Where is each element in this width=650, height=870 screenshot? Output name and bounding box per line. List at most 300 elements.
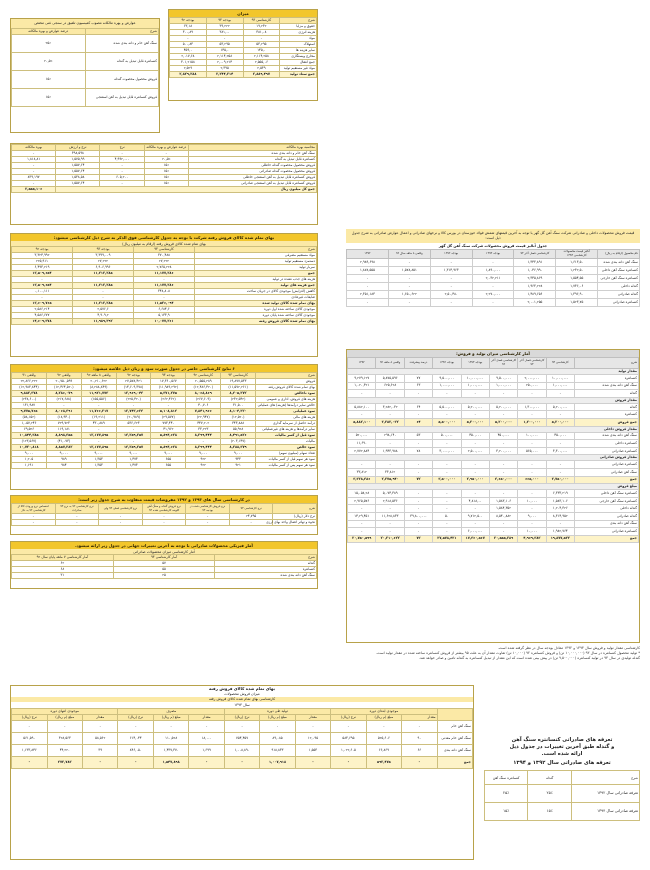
table-row (348, 535, 639, 543)
table-row (347, 290, 640, 298)
table-cell: ۵,۱۰۸,۸۱۳ (151, 409, 186, 415)
royalty-rate-table (11, 28, 159, 107)
table-cell: ۹۲۲ (186, 463, 221, 469)
row-label: سایر هزینه ها (280, 48, 317, 54)
table-cell: - (433, 528, 461, 536)
table-cell: ۲۷,۵۷۸,۴۲۱ (116, 379, 151, 385)
table-cell: ۹,۰۰۰ (116, 451, 151, 457)
cost-summary-title: میزان (169, 10, 317, 17)
row-label: جمع فروش (574, 418, 638, 426)
table-cell: - (170, 36, 207, 42)
table-cell: (۱۹,۲۱۱) (81, 415, 116, 421)
table-cell: ۱,۹۸۲,۷۶۴ (546, 528, 574, 536)
row-label: تعرفه صادراتی سال ۱۳۹۲ (571, 785, 639, 803)
table-cell: - (546, 468, 574, 476)
table-cell: ۹,۲۷۹,۱۲۷ (348, 375, 376, 383)
table-cell: ۱۱,۶۹۰ (348, 440, 376, 448)
table-cell: ۲,۵۸۶,۲۱۴ (12, 307, 73, 313)
table-cell: - (433, 461, 461, 469)
table-cell: - (546, 520, 574, 528)
table-cell: ۲,۰۳۲,۲۱۱ (472, 274, 514, 282)
table-cell: (۲۰۳,۱۴۷) (221, 439, 256, 445)
table-cell: - (433, 505, 461, 513)
table-cell: - (144, 151, 188, 157)
table-cell: ۷۲ (404, 476, 432, 484)
table-cell: ۱۱,۹۲۱,۷۷۳ (81, 391, 116, 397)
table-cell: ۲,۳۴۵,۸۶۹ (514, 274, 556, 282)
table-cell: ۵,۳۷۱,۲۷۵ (151, 391, 186, 397)
table-cell: ۱,۰۴۶,۹۹۰ (514, 266, 556, 274)
row-label: سود ناخالص (256, 391, 317, 397)
table-cell: - (388, 298, 430, 306)
column-header: مبلغ (م ریال) (366, 714, 401, 720)
column-header: بودجه ۹۲ (116, 373, 151, 379)
table-cell: - (489, 440, 517, 448)
column-header: نرخ (ریال) (331, 714, 366, 720)
table-cell: - (546, 390, 574, 398)
table-cell: ۸۹,۰۸۵ (260, 732, 295, 744)
table-row (12, 71, 159, 89)
column-header: نام محصول (ارقام به ریال) (598, 249, 640, 258)
table-cell: ۱۰,۰۰۰,۰۰۰ (546, 375, 574, 383)
table-cell: ۱,۱۳۳,۸۴۶ (12, 744, 48, 756)
table-cell: ۲,۹۵۰,۰۰۰ (461, 476, 489, 484)
column-header: کارشناسی فصل آخر ۹۳ (518, 358, 546, 369)
sales-note-2: * تولید محصول کنسانتره در سال ۹۳ (۱۰,۰۰۰,۰۰۰ تن) و فروش کنسانتره ۹۲ (۱۰,۰۰۰ تن) تفاوت مقدار آن به علت ۹۵ بیشتر از فروش کنسانتره ساخته شده در مقدار تولید است. (375, 651, 640, 655)
table-cell: ۱,۵۴۷,۸۹۸ (153, 756, 188, 768)
table-cell: ۳,۲۸۲,۰۳۲ (376, 403, 404, 411)
sales-note-3: گندله تولیدی در سال ۹۳ در تولید کنسانتره (۹,۵۰۰,۰۰۰ تن) در پیش بینی شده است که این مقدار از تبدیل کنسانتره به گندله تامین و صادر خواهد شد. (418, 656, 640, 660)
table-cell: ۷۲۹,۷۲۳ (46, 421, 81, 427)
table-cell: ۱۴۵,۰ (206, 48, 243, 54)
row-label: کنسانتره سنگ آهن داخلی (574, 490, 638, 498)
column-header: نرخ و ارزش (56, 145, 100, 151)
row-label: سربار تولید (195, 265, 317, 271)
row-label: مواد غیر مستقیم تولید (280, 66, 317, 72)
table-cell: ۵,۸۸۲,۱۰۰ (348, 403, 376, 411)
row-label: سنگ آهن دانه بندی شده (574, 432, 638, 440)
row-label: سود هر سهم پس از کسر مالیات (256, 463, 317, 469)
row-label: کنسانتره سنگ آهن خارجی (574, 497, 638, 505)
table-cell: ۵۲۰,۰۰۰ (348, 432, 376, 440)
table-cell: - (404, 528, 432, 536)
table-cell: - (295, 756, 330, 768)
table-cell: - (348, 528, 376, 536)
cogs-panel (10, 233, 318, 357)
table-cell: ۱,۳۱۴,۹۶۳ (430, 266, 472, 274)
table-cell: ۱,۰۰۰,۰۰۰ (489, 382, 517, 390)
royalty-calc-panel (10, 143, 318, 225)
table-cell: - (224, 756, 259, 768)
table-cell: ۵,۲۰۰,۰۰۰ (546, 418, 574, 426)
column-header: نرخ (ریال) (224, 714, 259, 720)
table-cell: - (388, 274, 430, 282)
table-cell: ۲,۱۱۴,۲۵۸ (243, 54, 280, 60)
column-header: مبلغ (م ریال) (260, 714, 295, 720)
column-header: کارشناسی ۹۳ (546, 358, 574, 369)
table-cell: - (376, 440, 404, 448)
column-header: محاسبه بهره مالکانه (188, 145, 316, 151)
table-cell: ۳۹ (83, 744, 118, 756)
row-label: مواد (280, 36, 317, 42)
column-header: نرخ کارشناسی ۹۲ به نرخ ۹۳ صادرات (55, 504, 99, 514)
table-cell: ۴۳۰,۸۸۹ (81, 421, 116, 427)
table-cell: ۲۰,۵۵۵,۲۸۹ (186, 379, 221, 385)
table-cell: ۱,۳۵۳ (81, 463, 116, 469)
row-label: سنگ آهن دانه بندی شده (574, 382, 638, 390)
table-cell: - (433, 440, 461, 448)
table-cell: - (12, 295, 73, 301)
table-cell: - (142, 520, 186, 526)
total-label: جمع کل میلیون ریال (56, 187, 317, 193)
pnl-table (11, 372, 317, 469)
cogs-detail-title: بهای تمام شده کالای فروش رفته (11, 686, 473, 691)
table-cell: ۴۵۰,۰۰۰ (489, 432, 517, 440)
table-cell: (۱۲,۵۲۰) (221, 415, 256, 421)
table-cell: ۱,۳۰۰,۰۰۰ (518, 418, 546, 426)
table-cell: ۱۹,۲۳۲ (243, 24, 280, 30)
table-cell: ۵,۸۹۴,۶۳۸ (151, 433, 186, 439)
table-cell: ۸,۰۶۸,۸۶۹ (186, 391, 221, 397)
table-row (348, 390, 639, 398)
table-cell: ۱۰,۰۷۷,۲۶۱ (134, 319, 195, 325)
table-cell: - (151, 439, 186, 445)
table-cell: ۵۸,۵۶۲ (83, 732, 118, 744)
table-cell: ۸۴۶,۰۵۰ (118, 744, 153, 756)
table-cell: ۳۳,۸۱۲ (348, 468, 376, 476)
column-header: مقدار (83, 714, 118, 720)
table-cell: - (461, 505, 489, 513)
row-label: کنسانتره (574, 411, 638, 419)
column-header: بودجه ۹۲ (12, 247, 73, 253)
column-header: آمار کارشناسی ۷ ماهه پایان سال ۹۲ (12, 555, 114, 561)
table-cell: ۷۳ (404, 535, 432, 543)
row-label: هزینه انرژی (280, 30, 317, 36)
table-cell: ۶۸ (12, 567, 114, 573)
table-cell: ۵۰۰,۰۰۰ (433, 432, 461, 440)
table-cell: - (433, 497, 461, 505)
table-cell: (۲۳۸,۶۰۰) (12, 397, 47, 403)
table-cell: (۲۱۷,۶۸۸) (46, 397, 81, 403)
table-cell: ۴,۵۸۶,۶۷۷ (12, 313, 73, 319)
table-cell: ۱۴,۶۰۹,۳۷۸ (12, 319, 73, 325)
cogs-detail-sub2: کارشناسی بهای تمام شده کالای فروش رفته (11, 697, 473, 702)
group-label: مقدار تولید (348, 369, 639, 375)
table-cell: ۳,۲۸۲,۰۳۲ (376, 418, 404, 426)
table-cell: ۱۱۰,۵۲۸ (153, 732, 188, 744)
table-cell: ۱۴۵,۰ (243, 48, 280, 54)
table-cell: - (489, 528, 517, 536)
row-label: سایر درآمدها و هزینه های غیرعملیاتی (256, 427, 317, 433)
table-cell: ۲,۳۵۱,۱۸۳ (347, 290, 389, 298)
table-cell: ۸,۴۹۱,۵۲۶ (221, 433, 256, 439)
table-cell: ۱۳,۶۰۹,۷۶۵ (12, 301, 73, 307)
table-cell: - (134, 277, 195, 283)
column-header: نرخ کارشناسی ۹۳ (229, 504, 273, 514)
column-header: کارشناسی ۹۳ (134, 247, 195, 253)
row-label: خالص سایر درآمدها (هزینه) های عملیاتی (256, 403, 317, 409)
row-label: گندله صادراتی (598, 290, 640, 298)
table-cell: ۲,۵۵۵,۰۶ (243, 60, 280, 66)
table-cell: ۲,۲۷۵,۹۴۰ (376, 476, 404, 484)
table-row (348, 447, 639, 455)
table-cell: ۳,۷۵۰,۰۰۰ (546, 476, 574, 484)
table-cell: ۱۱,۱۷۷,۲۸۶ (134, 283, 195, 289)
table-cell: ۱,۸۱۸,۸۱ (12, 157, 56, 163)
table-cell: - (489, 411, 517, 419)
table-cell: ۲۰٫۵٪ (12, 53, 86, 71)
table-cell: ۱۲,۰۹۵ (295, 732, 330, 744)
row-label: بهای تمام شده کالای فروش رفته (195, 319, 317, 325)
column-header (437, 708, 472, 720)
royalty-heading: عوارض و بهره مالکانه مصوب کمیسیون تلفیق در سنجی غنی مختص (11, 19, 159, 28)
table-cell: - (116, 439, 151, 445)
tariff-table (484, 770, 640, 821)
tariff-panel (484, 737, 640, 860)
table-cell: ۱۵,۰۵۸,۲۸ (348, 490, 376, 498)
table-cell: ۳,۳۹۹,۰۰۹ (73, 253, 134, 259)
table-cell: ۱,۷۳۶,۰۶ (556, 282, 598, 290)
table-cell: - (153, 720, 188, 732)
row-label: جمع ستاد تولید (280, 72, 317, 78)
table-cell: ۵,۲۰۰,۰۰۰ (546, 403, 574, 411)
table-cell: ۲,۰۱۷,۶۸ (170, 54, 207, 60)
table-cell: - (518, 440, 546, 448)
column-header: کارشناسی فصل آخر ۹۳ (514, 249, 556, 258)
table-row (348, 461, 639, 469)
row-label: کنسانتره قابل تبدیل به گندله (188, 157, 316, 163)
cogs-detail-subtitle: میزان فروش محصولات (11, 691, 473, 696)
table-cell: - (12, 520, 56, 526)
table-cell: ۳۹۸,۵۹۸ (56, 151, 100, 157)
table-cell: ۵۵,۹۲۸ (221, 427, 256, 433)
price-compare-title: در کارشناسی سال های ۱۳۹۳ و ۱۳۹۲ مفروضات قیمت متفاوت به شرح جدول زیر است: (11, 496, 317, 503)
table-cell: (۲۳۲,۵۴۲) (221, 397, 256, 403)
group-header: موجودی انتهای دوره (12, 708, 118, 714)
table-cell: ۱۲,۱۷۷,۸۹۵ (81, 445, 116, 451)
table-cell: ۱۰۰,۰۰۰ (518, 432, 546, 440)
row-label: فروش محصول محصوت گندله خاطلی (188, 163, 316, 169)
column-header: بودجه ۱۳۹۳ (472, 249, 514, 258)
group-label: مبلغ فروش (348, 484, 639, 490)
table-cell: (۲۲,۹۴۷) (186, 415, 221, 421)
table-cell: - (518, 490, 546, 498)
table-cell: ۱۵٪ (144, 169, 188, 175)
table-cell: - (100, 169, 144, 175)
pnl-panel (10, 364, 318, 490)
table-cell: ۷۸ (404, 447, 432, 455)
table-cell: ۲,۹۶۵,۵۷۶ (348, 497, 376, 505)
cogs-detail-table (11, 708, 473, 769)
table-cell: ۱۲,۱۷۷,۸۹۵ (81, 433, 116, 439)
table-cell: ۱۱۹,۱۸۱ (46, 427, 81, 433)
table-cell: - (83, 720, 118, 732)
table-cell: - (518, 411, 546, 419)
table-cell: ۵۶۱,۵۹۰ (12, 732, 48, 744)
table-cell: ۵,۲۰۰,۰۰۰ (489, 403, 517, 411)
table-row (485, 803, 640, 821)
table-cell: - (151, 403, 186, 409)
table-cell: - (461, 520, 489, 528)
row-label: بهای تمام شده کالای تولید شده (195, 301, 317, 307)
column-header: اختصاص نرخ ورودی کالا از کارشناسی ۹۲ به دلار (12, 504, 56, 514)
table-cell: ۱,۰۲۰,۳۲۱ (348, 382, 376, 390)
table-cell: - (189, 756, 224, 768)
row-label: هزینه های جذب نشده در تولید (195, 277, 317, 283)
table-cell: ۱,۵۲۳,۷۵ (556, 298, 598, 306)
column-header: واقعی ۸ ماهه ۹۲ (376, 358, 404, 369)
table-row (348, 403, 639, 411)
table-row (348, 418, 639, 426)
table-cell: (۱۲۳,۵۶۷) (12, 439, 47, 445)
table-cell: (۱۲,۹۸۳,۸۴۴) (12, 385, 47, 391)
table-cell: ۲,۰۰۹,۲۱۴ (206, 60, 243, 66)
table-cell: ۳۰۱,۲۱۵۸ (170, 60, 207, 66)
table-cell: ۲,۲۴۴,۲۱۴ (206, 72, 243, 78)
column-header: شرح (85, 29, 159, 35)
table-cell: ۳۱,۵۰۰ (221, 403, 256, 409)
table-cell: - (116, 403, 151, 409)
row-label: گندله صادراتی (574, 512, 638, 520)
tariff-title-3: ارائه شده است. (541, 751, 583, 757)
cost-summary-table (169, 17, 317, 78)
table-cell: ۲۷,۲۲۲ (73, 259, 134, 265)
table-cell: ۱۱,۵۲۶,۰۹۴ (134, 301, 195, 307)
table-cell: ۶۵۵ (151, 457, 186, 463)
column-header: شرح (280, 18, 317, 24)
table-cell: ۱,۲۰۴,۳۲۶ (546, 505, 574, 513)
table-cell: ۵,۵۰۰,۰۰۰ (433, 403, 461, 411)
table-row (348, 497, 639, 505)
table-cell: ۱,۸۷۸,۵۵۵ (347, 266, 389, 274)
table-row (12, 89, 159, 107)
table-cell: - (73, 277, 134, 283)
table-cell: ۹۸۹ (46, 457, 81, 463)
price-analysis-heading: قیمت فروش محصولات داخلی و صادراتی شرکت سنگ آهن گل گهر با توجه به آخرین قیمتهای شمش فولاد خوزستان در بورس کالا و نرخهای صادراتی و اعمال عوارض صادراتی به شرح جدول ذیل است: (346, 229, 640, 243)
row-label: سنگ آهن دانه بندی (574, 520, 638, 528)
row-label: کنسانتره داخلی (574, 440, 638, 448)
column-header: شرح (571, 771, 639, 785)
table-cell: ۲۵٪ (12, 35, 86, 53)
column-header: نرخ کارشناسی فعلی ۹۳ ولی (99, 504, 143, 514)
table-cell: - (388, 282, 430, 290)
table-cell: - (461, 440, 489, 448)
table-cell: ۲۰٫۵٪ (144, 157, 188, 163)
row-label: ضایعات غیرعادی (195, 295, 317, 301)
table-cell: ۳,۳۲۴,۹۹۲ (12, 253, 73, 259)
table-cell: - (433, 390, 461, 398)
table-row (348, 382, 639, 390)
table-cell: ۸۳۹,۱۹۷ (12, 175, 56, 181)
table-cell: ۱۹,۸۷۷,۵۳۳ (221, 379, 256, 385)
table-cell: (۱۵۵,۵۵۶) (81, 397, 116, 403)
table-cell: ۱,۰۵۷,۲۴۶ (12, 421, 47, 427)
table-cell: ۳۲۸,۵۶۳ (47, 732, 82, 744)
sales-note-1: کارشناسی مقدار تولید و فروش سال ۱۳۹۳ و ۱۳۹۲ معادل بودجه سال در نظر گرفته شده است. (497, 646, 640, 650)
table-cell: ۱,۴۳۷,۳۷۰ (153, 744, 188, 756)
table-cell: ۴۵۹,۰ (170, 48, 207, 54)
table-cell: ۸,۵۴۰,۸۸۲ (489, 512, 517, 520)
table-cell: ۱,۵۳۸,۵۸ (56, 175, 100, 181)
table-cell: - (73, 289, 134, 295)
column-header: مقدار (189, 714, 224, 720)
table-cell: - (461, 461, 489, 469)
row-label: مالیات (256, 439, 317, 445)
table-cell: - (55, 514, 99, 520)
column-header: واقعی ۸ ماهه سال ۹۲ (388, 249, 430, 258)
table-cell: ۱۵٪ (144, 163, 188, 169)
table-cell: - (347, 298, 389, 306)
table-cell: ۲,۳۹۵ (206, 66, 243, 72)
table-cell: - (404, 390, 432, 398)
table-cell: ۹,۷۷۵,۷۶۵ (12, 409, 47, 415)
table-cell: ۱۱,۱۷۷,۲۸۶ (134, 271, 195, 277)
table-cell: - (518, 468, 546, 476)
table-cell: ۲,۵۳۹ (243, 66, 280, 72)
column-header: نرخ (100, 145, 144, 151)
table-cell: - (433, 411, 461, 419)
table-cell: ۲۵٪ (528, 785, 571, 803)
table-cell: ۱۳۱,۹۸۷ (12, 403, 47, 409)
table-cell: - (118, 756, 153, 768)
row-label: سود عملیاتی (256, 409, 317, 415)
table-cell: - (186, 520, 230, 526)
row-label: حقوق و مزایا (280, 24, 317, 30)
table-cell: (۲۶۷,۶۰۹) (186, 397, 221, 403)
table-row (347, 298, 640, 306)
table-cell: (۲۰,۹۸۹) (116, 415, 151, 421)
table-cell: ۱,۵۸۴,۳۵۲ (489, 505, 517, 513)
table-cell: ۶۳ (404, 382, 432, 390)
table-cell: ۷۵۴,۴۵۷ (224, 732, 259, 744)
table-cell: ۱,۴۷۳ (116, 457, 151, 463)
table-cell: ۲۷,۵۷۸,۴۲۱ (433, 535, 461, 543)
table-cell: - (243, 36, 280, 42)
column-header: شرح (574, 358, 638, 369)
table-cell: ۹,۰۰۰ (151, 451, 186, 457)
table-cell: (۱۲,۴۶۴,۵۲۰) (46, 385, 81, 391)
table-cell: - (518, 390, 546, 398)
table-cell: ۵,۲۰۰,۰۰۰ (489, 418, 517, 426)
table-cell: ۲,۵۰۰,۰۰۰ (461, 447, 489, 455)
table-row (485, 785, 640, 803)
table-cell: ۸,۸۵۷,۲۸۲ (46, 445, 81, 451)
table-cell: ۱,۵۸۳,۱۰۶ (546, 497, 574, 505)
table-row (348, 490, 639, 498)
table-cell: ۹,۰۰۰ (221, 451, 256, 457)
table-row (12, 732, 473, 744)
table-cell: ۸,۰۶۸,۳۹۱ (46, 409, 81, 415)
table-cell: ۱۳,۲۵۹,۲۵۷ (116, 433, 151, 439)
table-cell: ۱۱,۹۸۹,۲۹۲ (73, 319, 134, 325)
table-cell: ۹,۷۱۲,۵۰۰ (461, 512, 489, 520)
row-label: گندله داخلی (598, 282, 640, 290)
column-header: درصد عوارض و بهره مالکانه (12, 29, 86, 35)
table-cell: ۵۰ (433, 512, 461, 520)
table-cell: (۱۱,۹۸۹,۲۹۲) (151, 385, 186, 391)
table-cell: ۳۷۲,۷۸۳ (47, 756, 82, 768)
table-cell: ۷,۸۴۱,۹۶۶ (186, 409, 221, 415)
table-cell: - (461, 390, 489, 398)
row-label: گندله (215, 561, 317, 567)
table-cell: ۱۵٪ (12, 89, 86, 107)
table-cell: - (489, 520, 517, 528)
table-cell: ۴۱,۹۶۲ (151, 427, 186, 433)
table-cell: ۶۶۵,۰۰۰ (518, 476, 546, 484)
table-cell: ۱,۳۹۶,۹۰ (556, 290, 598, 298)
group-label: مقدار فروش داخلی (348, 426, 639, 432)
table-cell: ۱,۵۵۴,۵۵ (556, 274, 598, 282)
